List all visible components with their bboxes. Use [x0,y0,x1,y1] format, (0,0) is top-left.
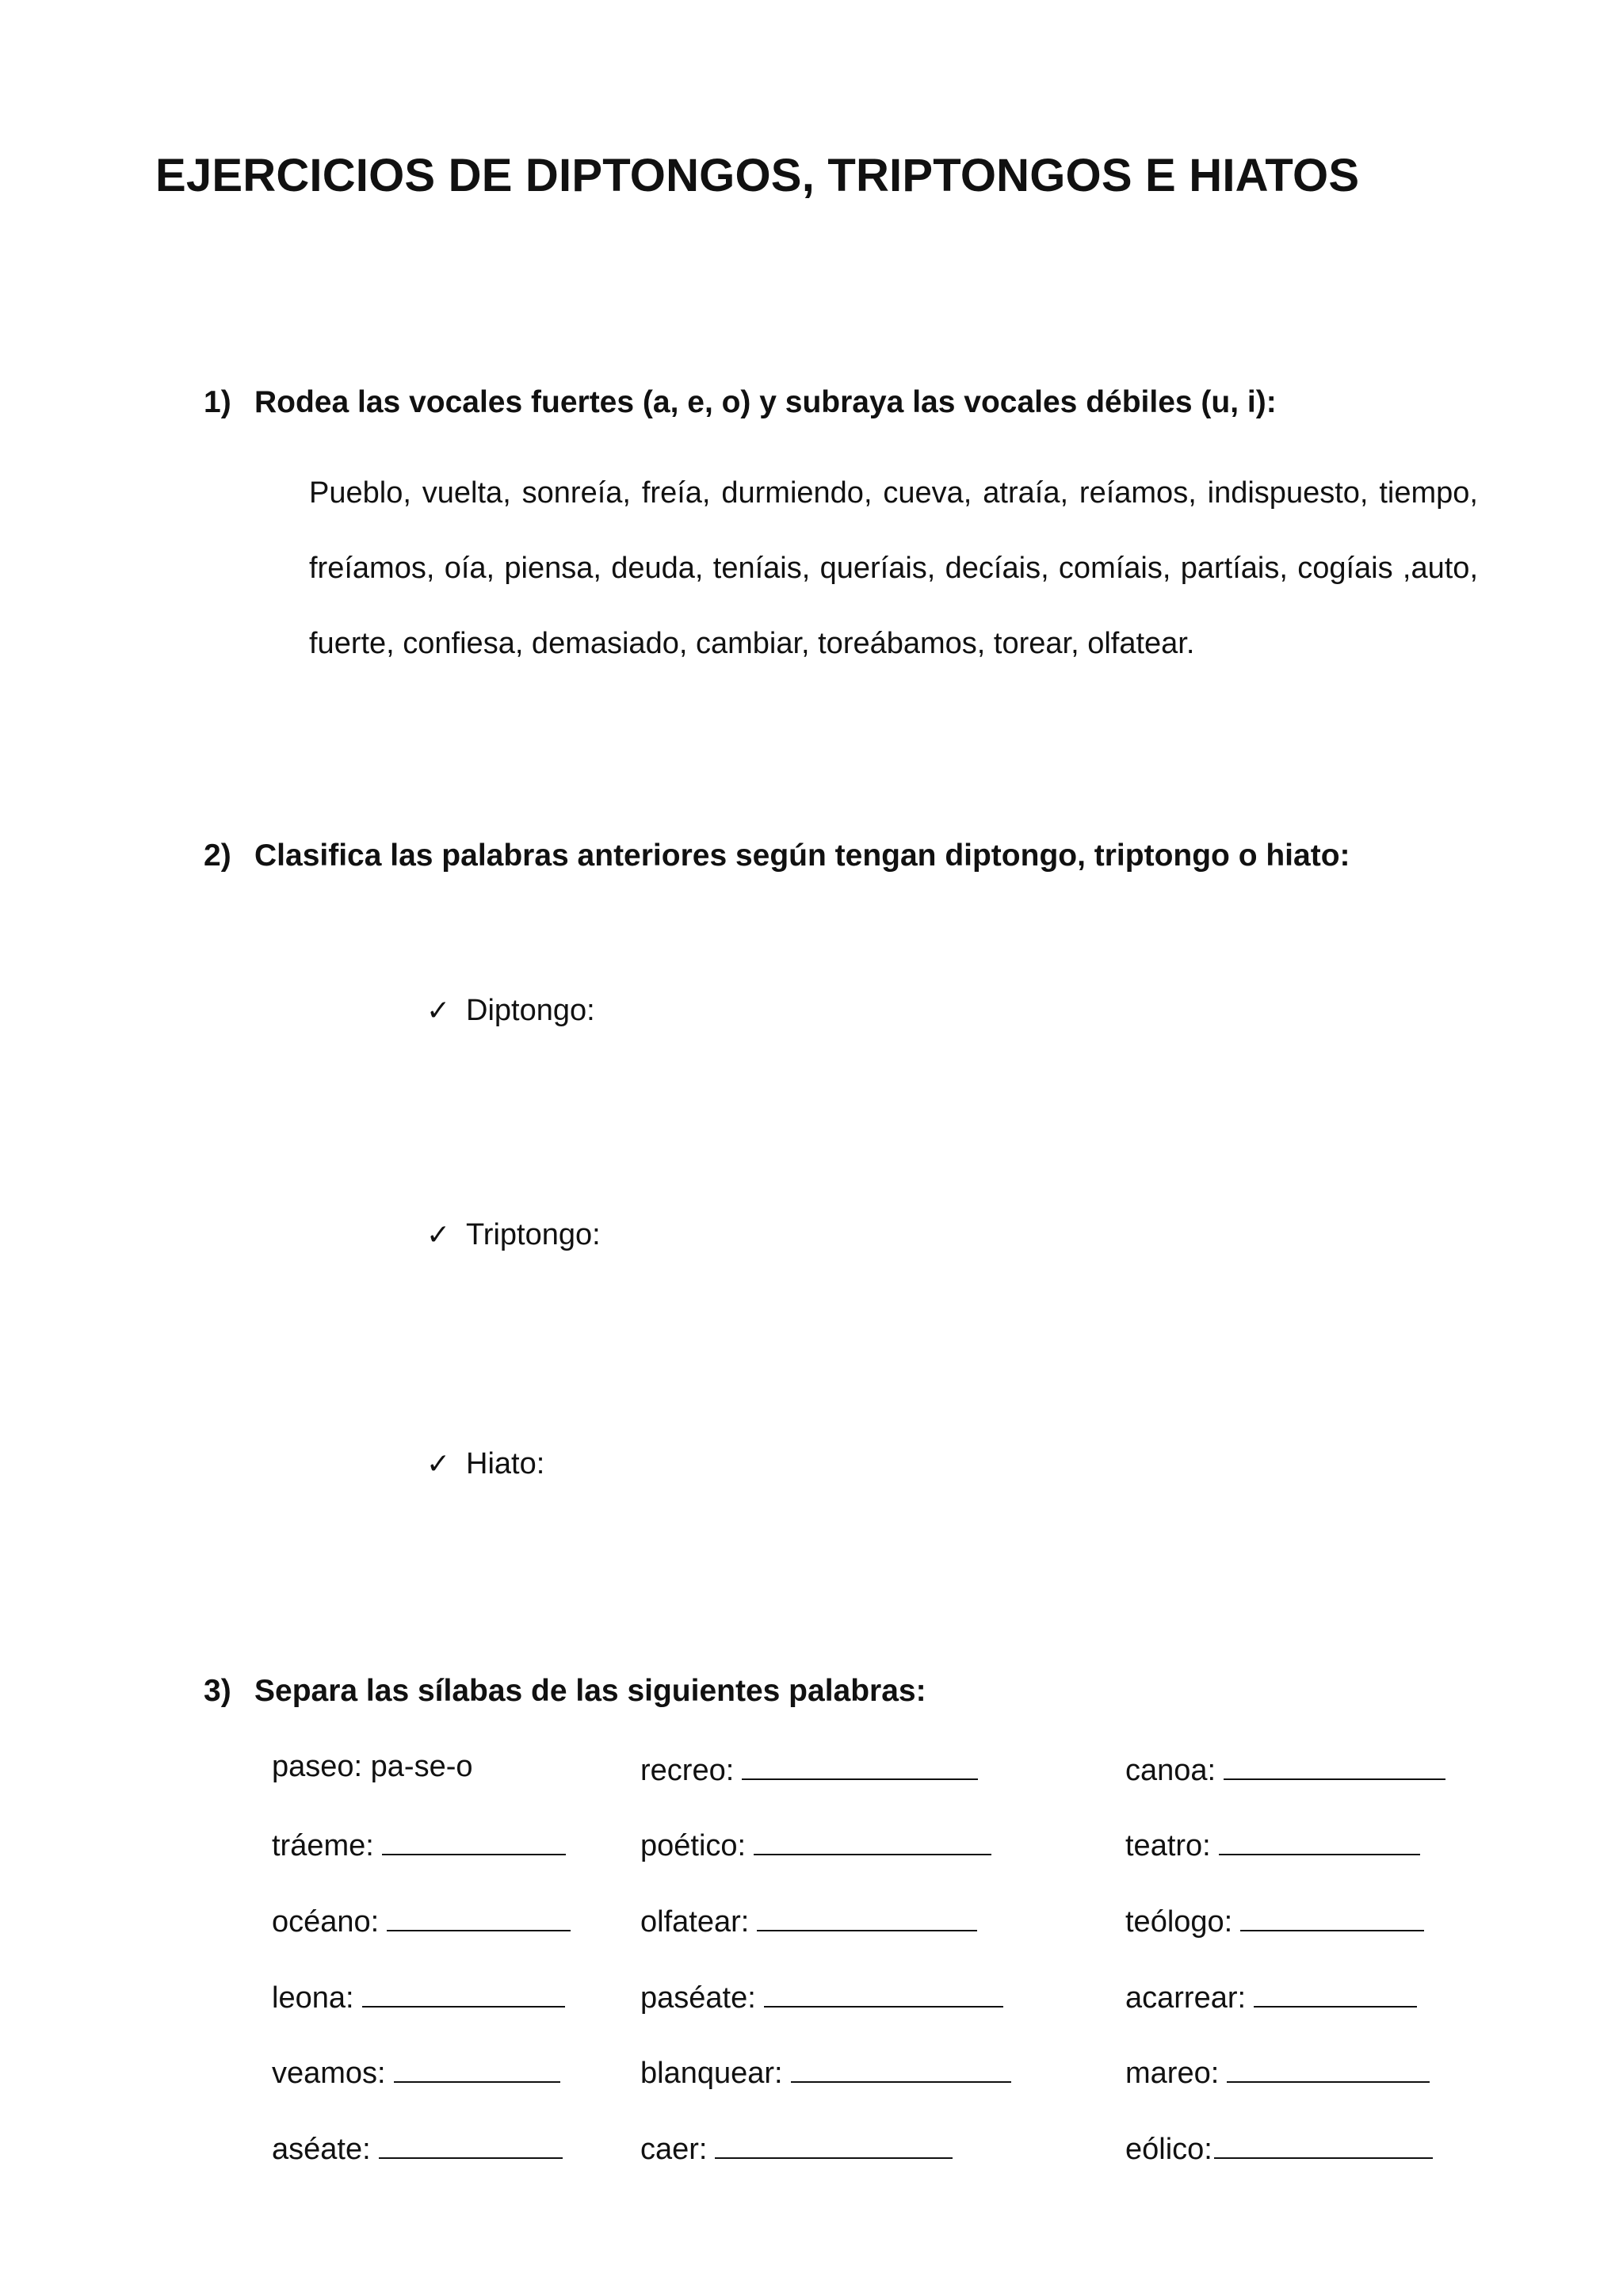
word-label: teatro: [1125,1829,1211,1862]
word-label: acarrear: [1125,1981,1247,2015]
word-label: océano: [272,1905,380,1939]
syllable-item [1125,2130,1433,2164]
word-label: olfatear: [640,1905,750,1939]
syllable-item [640,1979,1003,2013]
page-title: EJERCICIOS DE DIPTONGOS, TRIPTONGOS E HIATOS [155,150,1360,201]
word-label: aséate: [272,2133,371,2166]
exercise-1-heading [204,387,1277,418]
exercise-1-word-list: Pueblo, vuelta, sonreía, freía, durmiendo, cueva, atraía, reíamos, indispuesto, tiempo, freíamos, oía, piensa, deuda, teníais, queríais, decíais, comíais, partíais, cogíais ,auto, fuerte, confiesa, demasiado, cambiar, toreábamos, torear, olfatear. [309,476,1478,660]
exercise-1-instruction: Rodea las vocales fuertes (a, e, o) y subraya las vocales débiles (u, i): [254,385,1277,419]
checkmark-icon: ✓ [426,1447,451,1480]
exercise-2-instruction: Clasifica las palabras anteriores según tengan diptongo, triptongo o hiato: [254,839,1350,873]
answer-blank[interactable] [387,1903,571,1931]
syllable-item [1125,1827,1420,1861]
answer-blank[interactable] [764,1979,1003,2008]
answer-blank[interactable] [382,1827,566,1855]
answer-blank[interactable] [791,2054,1011,2083]
exercise-3-number: 3) [204,1674,231,1708]
syllable-item [640,1752,978,1786]
word-label: mareo: [1125,2057,1220,2090]
syllable-item [1125,1979,1417,2013]
syllable-item [272,2054,560,2088]
checkmark-icon: ✓ [426,994,451,1026]
syllable-item [272,1903,571,1937]
answer-blank[interactable] [394,2054,560,2083]
syllable-item [272,2130,563,2164]
syllable-item [640,1827,991,1861]
word-label: paséate: [640,1981,756,2015]
syllable-item [640,2054,1011,2088]
exercise-1-number: 1) [204,385,231,419]
answer-blank[interactable] [1240,1903,1424,1931]
word-label: leona: [272,1981,354,2015]
answer-blank[interactable] [1227,2054,1430,2083]
answer-blank[interactable] [742,1752,978,1780]
exercise-3-heading [204,1675,926,1706]
answer-blank[interactable] [1219,1827,1420,1855]
word-label: tráeme: [272,1829,374,1862]
syllable-item [272,1827,566,1861]
answer-blank[interactable] [1224,1752,1445,1780]
word-label: recreo: [640,1754,735,1787]
answer-blank[interactable] [379,2130,563,2159]
word-label: paseo: pa-se-o [272,1750,473,1783]
answer-blank[interactable] [1254,1979,1417,2008]
answer-blank[interactable] [362,1979,565,2008]
category-hiato [426,1449,544,1479]
category-label: Triptongo: [466,1218,601,1251]
exercise-3-instruction: Separa las sílabas de las siguientes palabras: [254,1674,926,1708]
word-label: poético: [640,1829,747,1862]
word-label: blanquear: [640,2057,783,2090]
category-diptongo [426,995,595,1026]
word-label: veamos: [272,2057,386,2090]
syllable-item [272,1979,565,2013]
answer-blank[interactable] [757,1903,977,1931]
syllable-item [640,2130,953,2164]
category-label: Diptongo: [466,994,595,1027]
answer-blank[interactable] [754,1827,991,1855]
word-label: teólogo: [1125,1905,1233,1939]
word-label: caer: [640,2133,708,2166]
word-label: eólico: [1125,2133,1212,2166]
syllable-item [640,1903,977,1937]
category-triptongo [426,1220,601,1250]
exercise-2-number: 2) [204,839,231,873]
answer-blank[interactable] [715,2130,953,2159]
word-label: canoa: [1125,1754,1216,1787]
answer-blank[interactable] [1214,2130,1433,2159]
syllable-item [272,1752,473,1782]
syllable-item [1125,1903,1424,1937]
checkmark-icon: ✓ [426,1218,451,1251]
exercise-2-heading [204,840,1350,871]
syllable-item [1125,1752,1445,1786]
syllable-item [1125,2054,1430,2088]
category-label: Hiato: [466,1447,545,1480]
